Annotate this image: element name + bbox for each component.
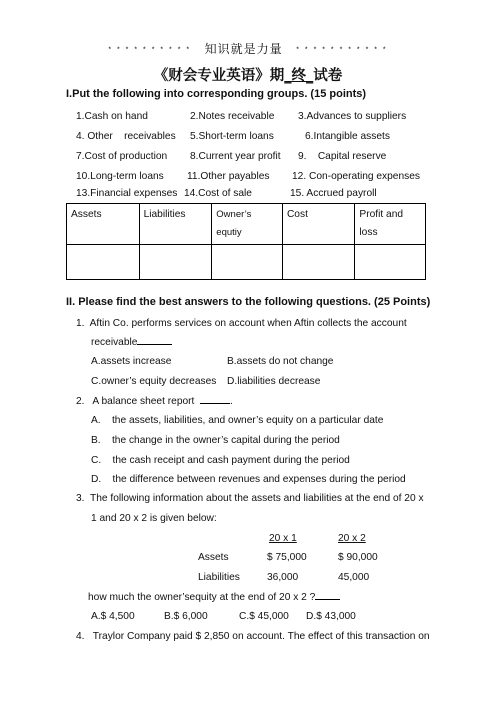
q3-question-text: how much the owner’sequity at the end of 20 x 2 ? <box>88 592 316 603</box>
answer-cell-owners-equity[interactable] <box>212 245 283 280</box>
q3-line1: 3. The following information about the assets and liabilities at the end of 20 x <box>76 493 424 504</box>
table-answer-row <box>67 245 426 280</box>
header-banner <box>0 40 496 57</box>
q3-liabilities-label: Liabilities <box>198 572 240 583</box>
item-14: 14.Cost of sale <box>184 188 252 199</box>
q1-answer-blank[interactable] <box>137 343 172 345</box>
table-header-row <box>67 204 426 245</box>
q1-line1: 1. Aftin Co. performs services on account when Aftin collects the account <box>76 318 407 329</box>
item-9: 9. Capital reserve <box>298 151 387 162</box>
item-10: 10.Long-term loans <box>76 171 164 182</box>
stars-left: * * * * * * * * * * <box>108 46 192 54</box>
q3-liabilities-20x2: 45,000 <box>338 572 370 583</box>
answer-cell-assets[interactable] <box>67 245 140 280</box>
exam-title <box>0 64 496 85</box>
item-12: 12. Con-operating expenses <box>292 171 420 182</box>
title-suffix: 试卷 <box>313 67 343 84</box>
item-2: 2.Notes receivable <box>190 111 275 122</box>
section-1-heading: I.Put the following into corresponding groups. (15 points) <box>66 88 367 100</box>
q2-option-b: B. the change in the owner’s capital during the period <box>91 435 340 446</box>
q3-option-d: D.$ 43,000 <box>306 611 356 622</box>
item-13: 13.Financial expenses <box>76 188 178 199</box>
q2-answer-blank[interactable] <box>200 402 230 404</box>
section-2-heading: II. Please find the best answers to the following questions. (25 Points) <box>66 296 431 308</box>
header-profit-loss: Profit and loss <box>355 204 426 245</box>
q1-option-b: B.assets do not change <box>227 356 334 367</box>
item-8: 8.Current year profit <box>190 151 281 162</box>
q2-stem-text: 2. A balance sheet report <box>76 396 195 407</box>
q2-option-c: C. the cash receipt and cash payment during the period <box>91 455 350 466</box>
q3-option-b: B.$ 6,000 <box>164 611 208 622</box>
q4-line1: 4. Traylor Company paid $ 2,850 on account. The effect of this transaction on <box>76 631 430 642</box>
q2-option-d: D. the difference between revenues and expenses during the period <box>91 474 406 485</box>
item-6: 6.Intangible assets <box>305 131 390 142</box>
q3-option-a: A.$ 4,500 <box>91 611 135 622</box>
q3-assets-label: Assets <box>198 552 229 563</box>
q3-col-20x2: 20 x 2 <box>338 533 366 544</box>
q1-line2 <box>91 337 172 348</box>
item-4: 4. Other receivables <box>76 131 176 142</box>
q2-stem-end: . <box>230 396 233 407</box>
answer-cell-cost[interactable] <box>282 245 354 280</box>
stars-right: * * * * * * * * * * * <box>296 46 388 54</box>
item-1: 1.Cash on hand <box>76 111 148 122</box>
item-3: 3.Advances to suppliers <box>298 111 407 122</box>
header-motto: 知识就是力量 <box>204 42 283 56</box>
header-assets: Assets <box>67 204 140 245</box>
header-liabilities: Liabilities <box>139 204 212 245</box>
classification-table <box>66 203 426 280</box>
q1-option-c: C.owner’s equity decreases <box>91 376 217 387</box>
title-term: _终_ <box>284 67 314 84</box>
q3-line2: 1 and 20 x 2 is given below: <box>91 513 217 524</box>
header-owners-equity: Owner’s equtiy <box>212 204 283 245</box>
q3-answer-blank[interactable] <box>315 598 340 600</box>
q2-stem <box>76 396 233 407</box>
item-7: 7.Cost of production <box>76 151 168 162</box>
header-cost: Cost <box>282 204 354 245</box>
q2-option-a: A. the assets, liabilities, and owner’s equity on a particular date <box>91 415 384 426</box>
q3-assets-20x1: $ 75,000 <box>267 552 307 563</box>
item-5: 5.Short-term loans <box>190 131 274 142</box>
q1-option-a: A.assets increase <box>91 356 172 367</box>
title-text: 《财会专业英语》期 <box>153 67 285 84</box>
item-11: 11.Other payables <box>187 171 270 182</box>
q3-col-20x1: 20 x 1 <box>269 533 297 544</box>
q1-option-d: D.liabilities decrease <box>227 376 321 387</box>
answer-cell-liabilities[interactable] <box>139 245 212 280</box>
q3-option-c: C.$ 45,000 <box>239 611 289 622</box>
q3-question <box>88 592 340 603</box>
item-15: 15. Accrued payroll <box>290 188 377 199</box>
answer-cell-profit-loss[interactable] <box>355 245 426 280</box>
q3-liabilities-20x1: 36,000 <box>267 572 299 583</box>
q1-stem-end: receivable <box>91 337 138 348</box>
q3-assets-20x2: $ 90,000 <box>338 552 378 563</box>
